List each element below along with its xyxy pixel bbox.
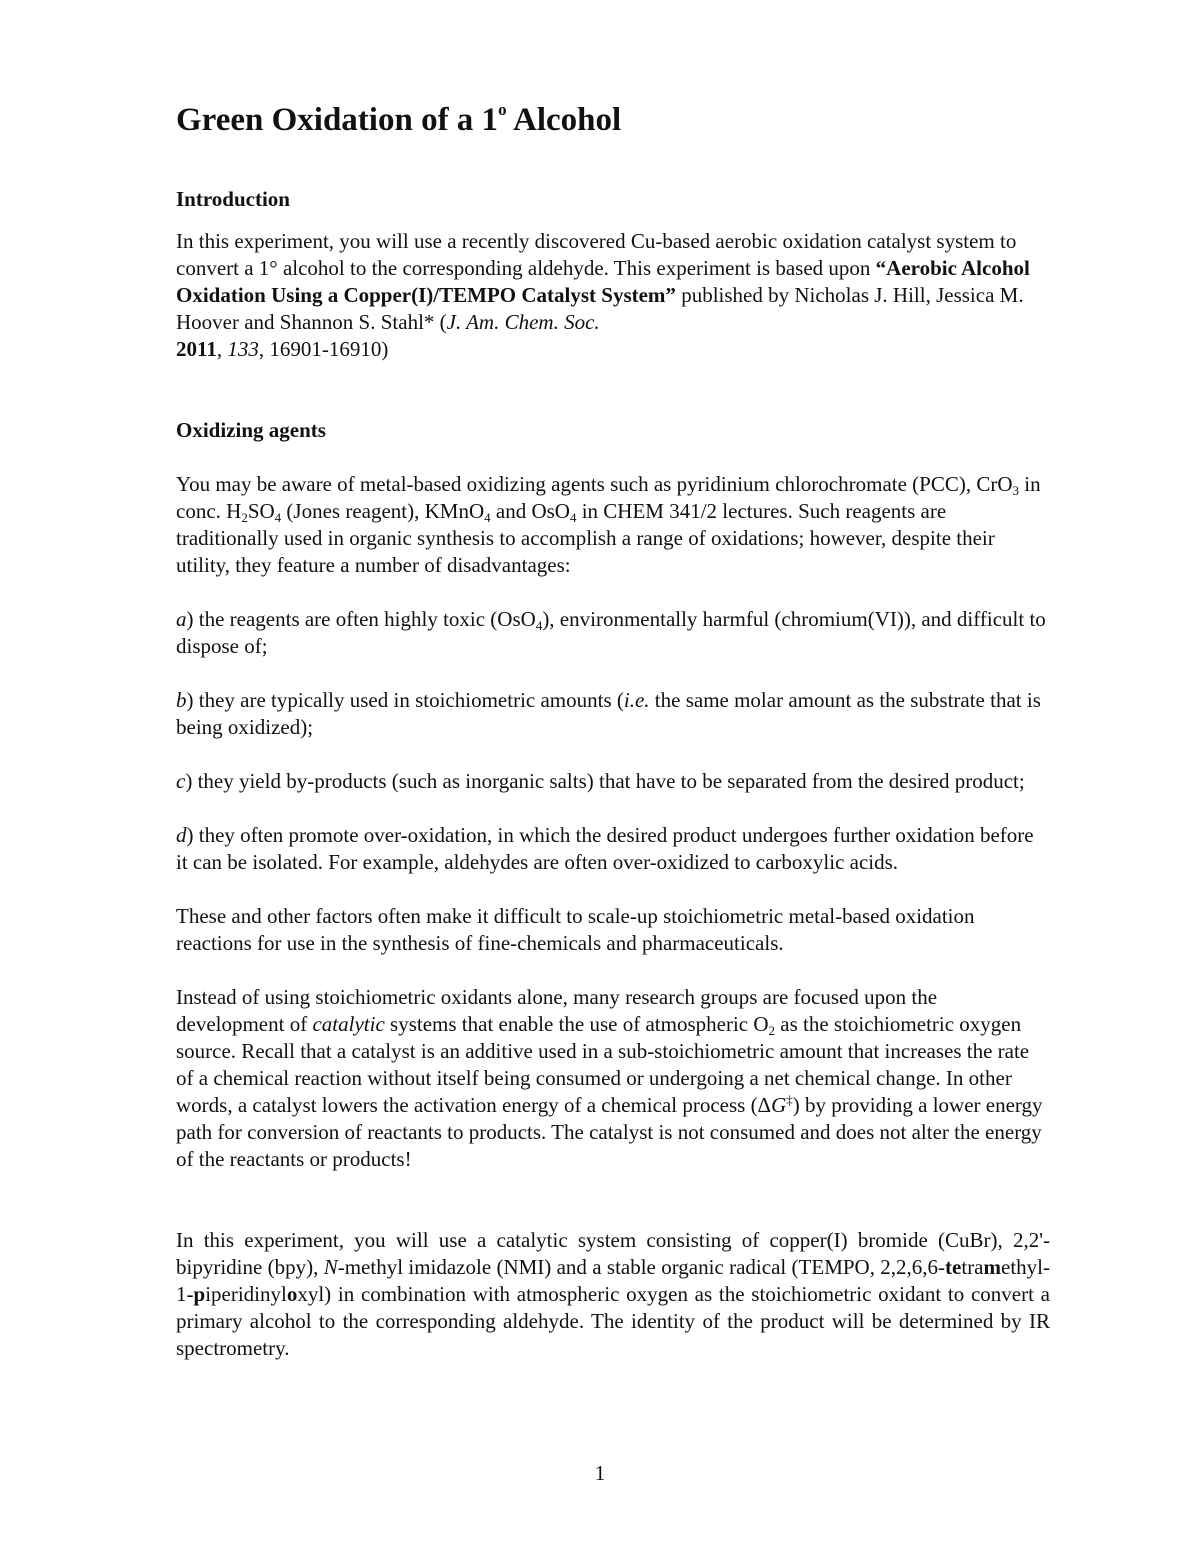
- catalytic-systems-paragraph: Instead of using stoichiometric oxidants alone, many research groups are focused upon the development of catalytic systems that enable the use of atmospheric $O_2$ as the stoichiometric oxygen source. Recall that a catalyst is an additive used in a sub-stoichiometric amount that increases the rate of a chemical reaction without itself being consumed or undergoing a net chemical change. In other words, a catalyst lowers the activation energy of a chemical process (ΔG‡) by providing a lower energy path for conversion of reactants to products. The catalyst is not consumed and does not alter the energy of the reactants or products!: [176, 985, 1043, 1171]
- citation-year: 2011: [176, 337, 217, 361]
- scale-up-paragraph: These and other factors often make it difficult to scale-up stoichiometric metal-based oxidation reactions for use in the synthesis of fine-chemicals and pharmaceuticals.: [176, 904, 975, 955]
- disadvantage-item-a: a) the reagents are often highly toxic (OsO$_4$), environmentally harmful (chromium(VI)), and difficult to dispose of;: [176, 607, 1046, 658]
- disadvantage-item-c: c) they yield by-products (such as inorganic salts) that have to be separated from the desired product;: [176, 769, 1025, 793]
- page-number: 1: [594, 1461, 606, 1485]
- title-superscript: o: [498, 100, 507, 119]
- document-body: [176, 100, 1050, 1362]
- oxidizing-agents-intro: You may be aware of metal-based oxidizing agents such as pyridinium chlorochromate (PCC), CrO$_3$ in conc. $H_2SO_4$ (Jones reagent), KMnO$_4$ and OsO$_4$ in CHEM 341/2 lectures. Such reagents are traditionally used in organic synthesis to accomplish a range of oxidations; however, despite their utility, they feature a number of disadvantages:: [176, 472, 1041, 577]
- experiment-paragraph: In this experiment, you will use a catalytic system consisting of copper(I) bromide (CuBr), 2,2'-bipyridine (bpy), N-methyl imidazole (NMI) and a stable organic radical (TEMPO, 2,2,6,6-tetramethyl-1-piperidinyloxyl) in combination with atmospheric oxygen as the stoichiometric oxidant to convert a primary alcohol to the corresponding aldehyde. The identity of the product will be determined by IR spectrometry.: [176, 1228, 1050, 1360]
- disadvantage-item-b: b) they are typically used in stoichiometric amounts (i.e. the same molar amount as the substrate that is being oxidized);: [176, 688, 1041, 739]
- citation-volume: 133: [227, 337, 259, 361]
- introduction-heading: Introduction: [176, 187, 290, 211]
- introduction-paragraph: In this experiment, you will use a recently discovered Cu-based aerobic oxidation catalyst system to convert a 1° alcohol to the corresponding aldehyde. This experiment is based upon “Aerobic Alcohol Oxidation Using a Copper(I)/TEMPO Catalyst System” published by Nicholas J. Hill, Jessica M. Hoover and Shannon S. Stahl* (J. Am. Chem. Soc. 2011, 133, 16901-16910): [176, 229, 1030, 361]
- disadvantage-item-d: d) they often promote over-oxidation, in which the desired product undergoes further oxidation before it can be isolated. For example, aldehydes are often over-oxidized to carboxylic acids.: [176, 823, 1034, 874]
- oxidizing-agents-heading: Oxidizing agents: [176, 418, 326, 442]
- document-title: Green Oxidation of a 1$^o$ Alcohol: [176, 100, 622, 138]
- journal-name: J. Am. Chem. Soc.: [446, 310, 600, 334]
- article-title: “Aerobic Alcohol Oxidation Using a Copper(I)/TEMPO Catalyst System”: [176, 256, 1030, 307]
